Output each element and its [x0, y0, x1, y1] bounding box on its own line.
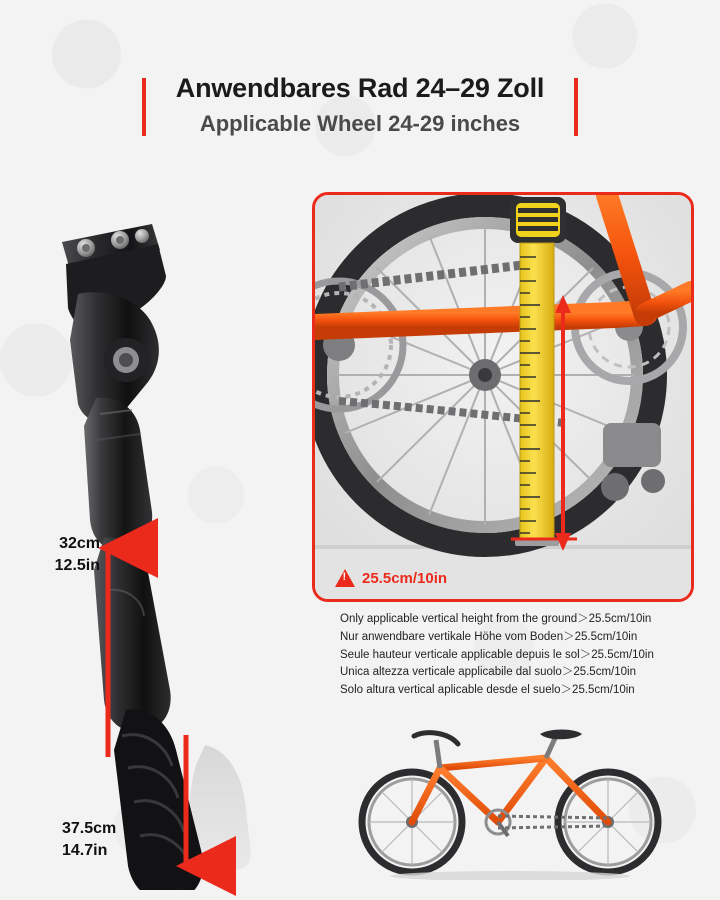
header — [0, 72, 720, 138]
header-rule-left — [142, 78, 146, 136]
page-title-en: Applicable Wheel 24-29 inches — [199, 110, 521, 136]
measurement-label-top — [22, 533, 100, 576]
wheel-measurement-photo — [312, 192, 694, 602]
header-inner — [142, 72, 578, 138]
bicycle-svg — [350, 700, 690, 880]
measurement-bottom-imperial: 14.7in — [62, 841, 108, 859]
warning-triangle-icon — [335, 569, 355, 587]
note-es: Solo altura vertical aplicable desde el suelo＞25.5cm/10in — [340, 684, 635, 697]
note-it: Unica altezza verticale applicabile dal suolo＞25.5cm/10in — [340, 666, 636, 679]
warning-measurement-text: 25.5cm/10in — [362, 569, 448, 587]
notes-list — [340, 611, 710, 700]
note-de: Nur anwendbare vertikale Höhe vom Boden＞25.5cm/10in — [340, 630, 638, 643]
note-fr: Seule hauteur verticale applicable depuis le sol＞25.5cm/10in — [340, 648, 654, 661]
page-title-de: Anwendbares Rad 24–29 Zoll — [175, 73, 545, 103]
header-rule-right — [574, 78, 578, 136]
measurement-label-bottom — [62, 818, 140, 861]
measurement-bottom-metric: 37.5cm — [62, 820, 117, 837]
warning-row — [335, 569, 447, 587]
bicycle-illustration — [350, 700, 690, 880]
note-en: Only applicable vertical height from the ground＞25.5cm/10in — [340, 613, 652, 625]
measurement-top-metric: 32cm — [59, 535, 100, 552]
wheel-photo-illustration — [315, 195, 691, 599]
measurement-top-imperial: 12.5in — [54, 556, 100, 574]
